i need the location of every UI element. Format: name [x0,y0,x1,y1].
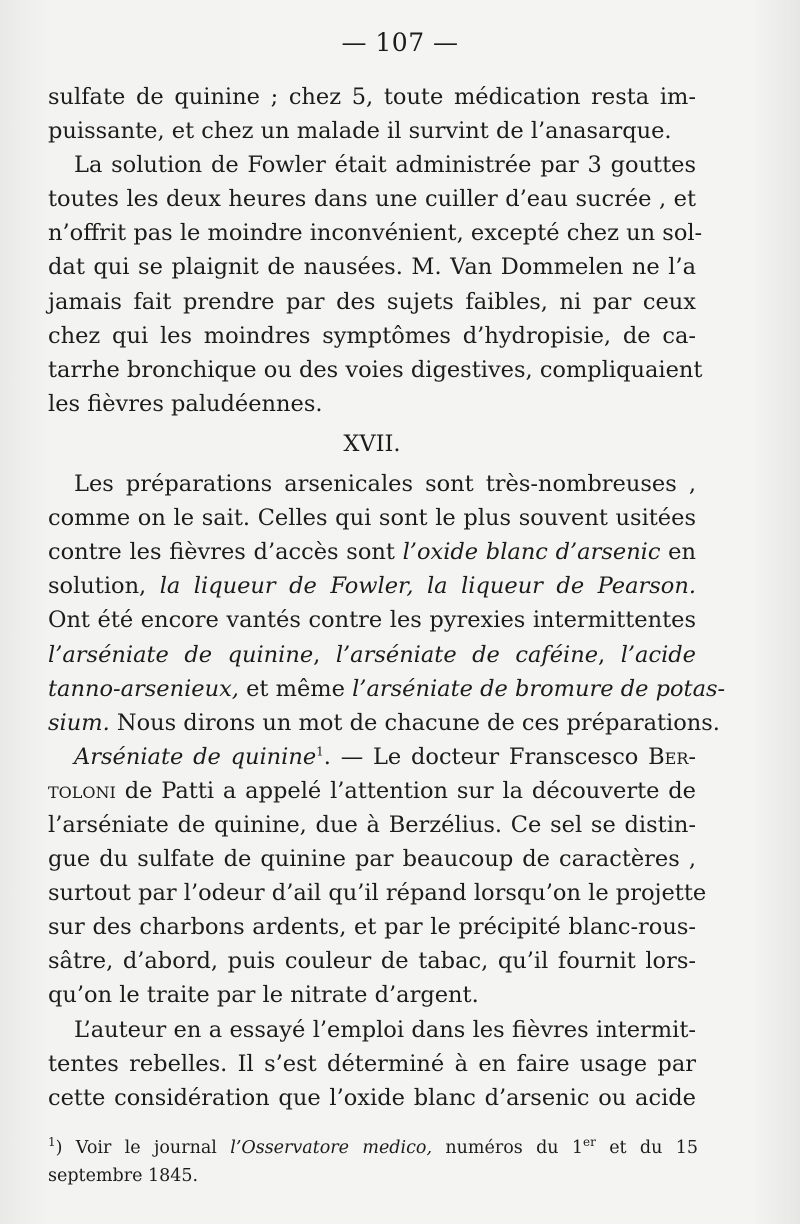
text-line: chez qui les moindres symptômes d’hydropisie, de ca- [48,322,696,349]
footnote-marker: 1 [48,1135,56,1150]
italic-term: l’acide [620,641,696,668]
italic-term: la liqueur de Fowler, la liqueur de Pearson. [159,573,696,600]
text-run: et du 15 [595,1138,699,1158]
italic-term: l’arséniate de quinine [48,641,314,668]
italic-term: l’Osservatore medico, [230,1138,433,1158]
text-run: ) Voir le journal [55,1138,231,1158]
text-run: en [660,539,696,566]
text-line: sur des charbons ardents, et par le précipité blanc-rous- [48,914,696,941]
text-line: L’auteur en a essayé l’emploi dans les fièvres intermit- [74,1016,696,1043]
text-line: les fièvres paludéennes. [48,390,323,417]
text-run: . — Le docteur Franscesco [323,743,649,770]
text-line: tarrhe bronchique ou des voies digestives, compliquaient [48,356,703,383]
author-name: toloni [48,777,116,804]
text-line: jamais fait prendre par des sujets faibles, ni par ceux [48,288,696,315]
text-line: Les préparations arsenicales sont très-nombreuses , [74,471,696,498]
text-line: La solution de Fowler était administrée par 3 gouttes [74,152,696,179]
italic-term: l’oxide blanc d’arsenic [402,539,661,566]
footnote [48,1134,698,1190]
text-line: dat qui se plaignit de nausées. M. Van Dommelen ne l’a [48,254,696,281]
italic-term: sium. [48,709,110,736]
text-line: sâtre, d’abord, puis couleur de tabac, qu’il fournit lors- [48,948,696,975]
text-line: Ont été encore vantés contre les pyrexies intermittentes [48,607,696,634]
text-run: et même [238,675,353,702]
ordinal-suffix: er [583,1135,596,1150]
text-run: numéros du 1 [432,1138,584,1158]
footnote-line [48,1134,698,1162]
text-line [48,740,696,774]
italic-term: l’arséniate de caféine [335,641,599,668]
paragraph-1 [48,80,696,148]
paragraph-2 [48,148,703,421]
text-run: Nous dirons un mot de chacune de ces préparations. [109,709,720,736]
text-line: n’offrit pas le moindre inconvénient, excepté chez un sol- [48,220,703,247]
text-line [48,569,696,603]
text-run: contre les fièvres d’accès sont [48,539,403,566]
text-line [48,672,726,706]
footnote-ref: 1 [316,744,324,759]
text-run: de Patti a appelé l’attention sur la découverte de [115,777,696,804]
text-line: tentes rebelles. Il s’est déterminé à en faire usage par [48,1050,696,1077]
text-line: cette considération que l’oxide blanc d’arsenic ou acide [48,1084,696,1111]
footnote-line: septembre 1845. [48,1166,199,1186]
italic-term: Arséniate de quinine [74,743,317,770]
text-run: , [598,641,621,668]
text-line: sulfate de quinine ; chez 5, toute médication resta im- [48,84,696,110]
text-line: gue du sulfate de quinine par beaucoup de caractères , [48,846,696,873]
text-run: , [313,641,336,668]
italic-term: l’arséniate de bromure de potas- [352,675,726,702]
section-heading: XVII. [343,430,401,457]
text-line [48,706,720,740]
author-name: Ber- [648,743,696,770]
text-line: l’arséniate de quinine, due à Berzélius. Ce sel se distin- [48,811,696,838]
text-line: surtout par l’odeur d’ail qu’il répand lorsqu’on le projette [48,880,707,907]
paragraph-4 [48,740,707,1013]
text-line [48,774,696,808]
text-line [48,535,696,569]
main-text [48,80,726,1115]
text-line: comme on le sait. Celles qui sont le plus souvent usitées [48,505,696,532]
text-line: toutes les deux heures dans une cuiller d’eau sucrée , et [48,186,696,213]
text-line: qu’on le traite par le nitrate d’argent. [48,982,479,1009]
italic-term: tanno-arsenieux, [48,675,239,702]
paragraph-3 [48,467,726,740]
text-line [48,638,696,672]
paragraph-5 [48,1013,696,1115]
page-number: — 107 — [341,28,459,57]
text-line: puissante, et chez un malade il survint de l’anasarque. [48,118,672,145]
text-run: solution, [48,573,160,600]
